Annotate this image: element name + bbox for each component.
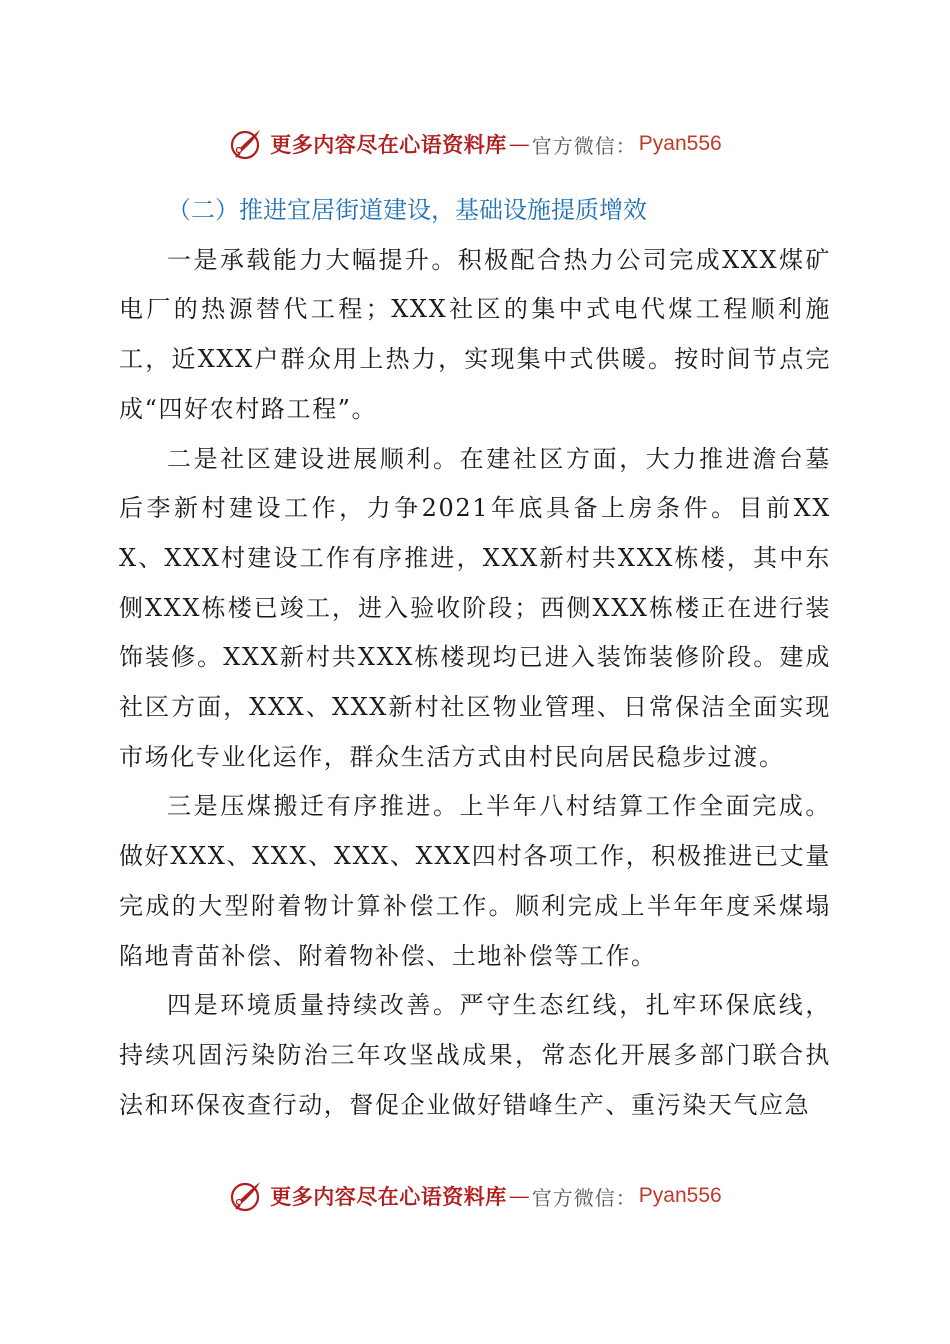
paragraph-4: 四是环境质量持续改善。严守生态红线，扎牢环保底线，持续巩固污染防治三年攻坚战成果，常态化开展多部门联合执法和环保夜查行动，督促企业做好错峰生产、重污染天气应急 <box>119 991 831 1119</box>
watermark-banner-bottom <box>0 1174 950 1218</box>
watermark-sub-text: 官方微信： <box>531 1185 637 1210</box>
watermark-dash: — <box>508 1184 530 1208</box>
document-body <box>119 186 831 1130</box>
watermark-banner-top <box>0 122 950 166</box>
watermark-main-text: 更多内容尽在心语资料库 <box>270 132 507 157</box>
watermark-sub-text: 官方微信： <box>531 133 637 158</box>
paragraph-3: 三是压煤搬迁有序推进。上半年八村结算工作全面完成。做好XXX、XXX、XXX、XXX四村各项工作，积极推进已丈量完成的大型附着物计算补偿工作。顺利完成上半年年度采煤塌陷地青苗补偿、附着物补偿、土地补偿等工作。 <box>119 792 831 970</box>
watermark-dash: — <box>508 132 530 156</box>
section-heading: （二）推进宜居街道建设，基础设施提质增效 <box>167 196 647 224</box>
quill-circle-icon <box>228 126 264 162</box>
watermark-wechat-id: Pyan556 <box>638 132 722 155</box>
quill-circle-icon <box>228 1178 264 1214</box>
paragraph-2: 二是社区建设进展顺利。在建社区方面，大力推进澹台墓后李新村建设工作，力争2021年底具备上房条件。目前XXX、XXX村建设工作有序推进，XXX新村共XXX栋楼，其中东侧XXX栋楼已竣工，进入验收阶段；西侧XXX栋楼正在进行装饰装修。XXX新村共XXX栋楼现均已进入装饰装修阶段。建成社区方面，XXX、XXX新村社区物业管理、日常保洁全面实现市场化专业化运作，群众生活方式由村民向居民稳步过渡。 <box>119 444 831 771</box>
watermark-main-text: 更多内容尽在心语资料库 <box>270 1184 507 1209</box>
paragraph-1: 一是承载能力大幅提升。积极配合热力公司完成XXX煤矿电厂的热源替代工程；XXX社区的集中式电代煤工程顺利施工，近XXX户群众用上热力，实现集中式供暖。按时间节点完成“四好农村路工程”。 <box>119 245 831 423</box>
watermark-wechat-id: Pyan556 <box>638 1184 722 1207</box>
